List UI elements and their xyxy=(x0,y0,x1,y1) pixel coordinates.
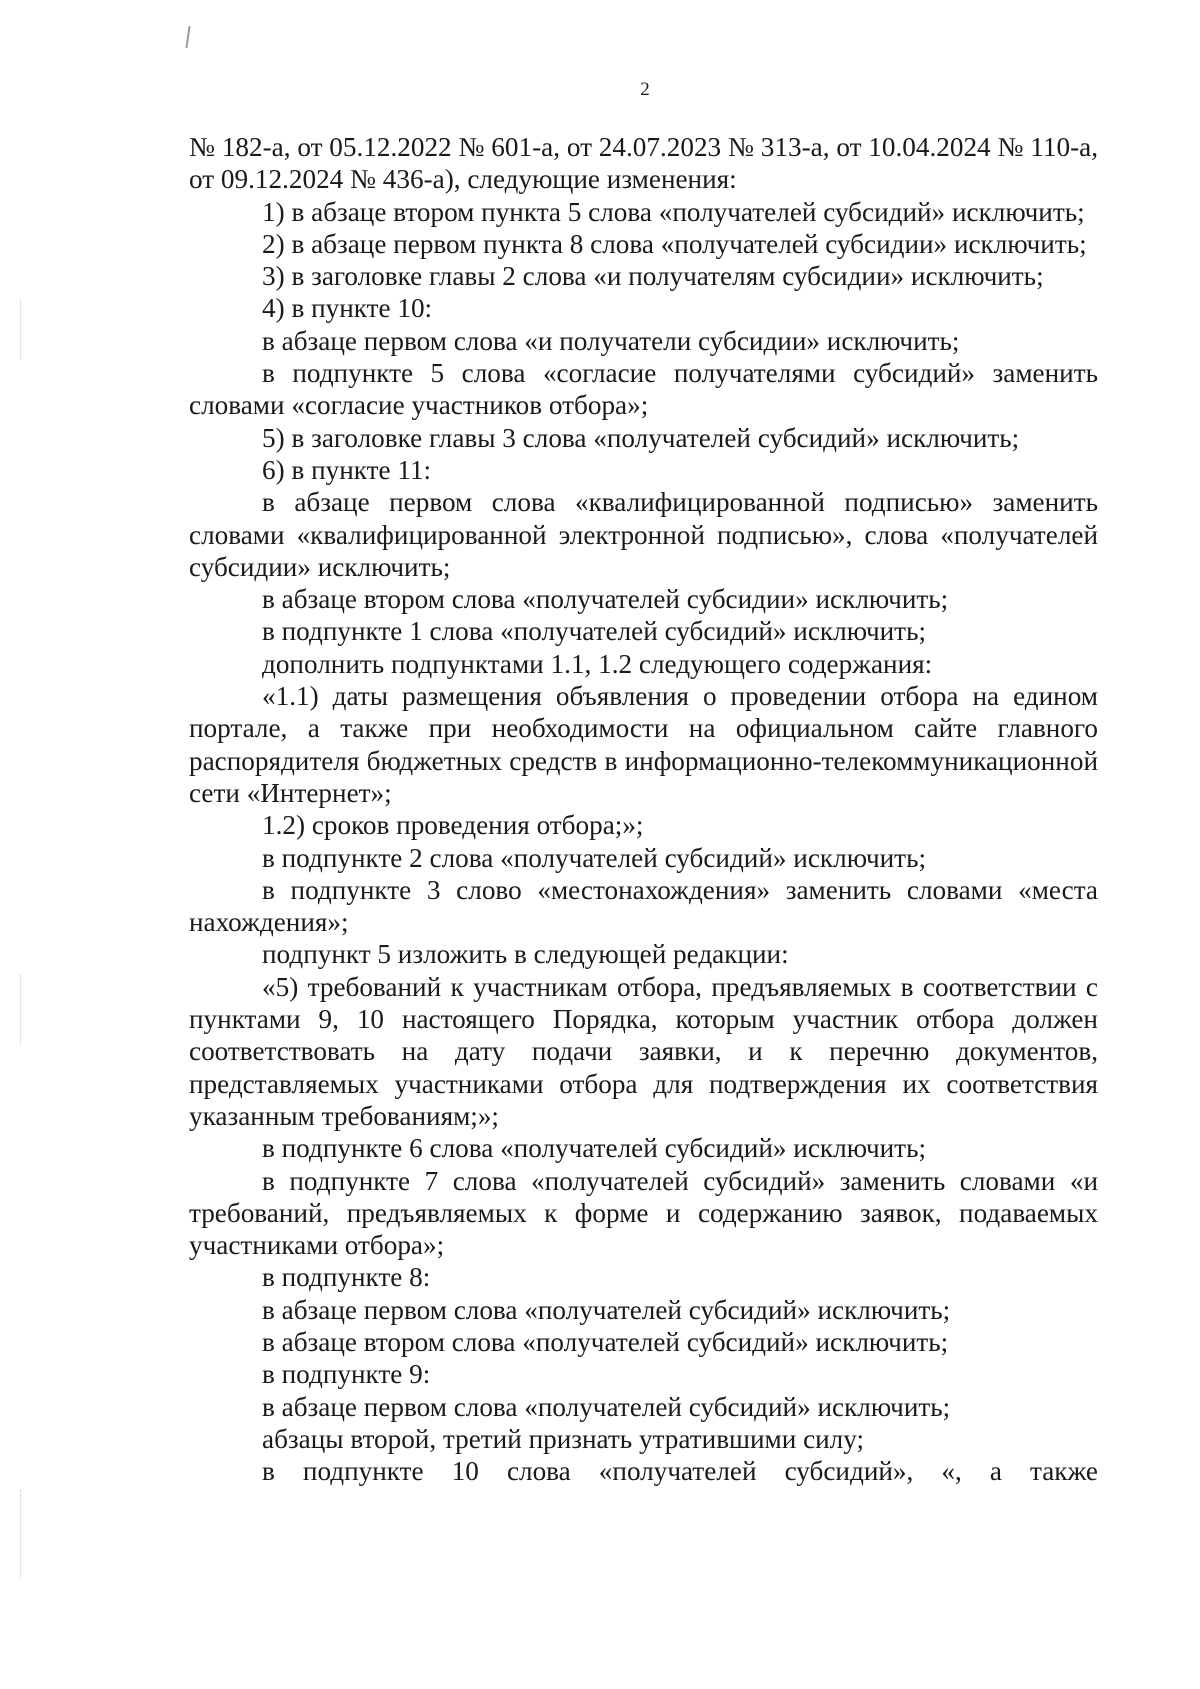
document-body xyxy=(189,131,1098,1487)
paragraph: в подпункте 1 слова «получателей субсидий» исключить; xyxy=(262,616,927,647)
paragraph: в подпункте 3 слово «местонахождения» заменить словами «места нахождения»; xyxy=(189,874,1098,938)
paragraph: в подпункте 8: xyxy=(262,1262,431,1293)
paragraph: № 182-а, от 05.12.2022 № 601-а, от 24.07.2023 № 313-а, от 10.04.2024 № 110-а, от 09.12.2024 № 436-а), следующие изменения: xyxy=(189,132,1098,195)
paragraph: «5) требований к участникам отбора, предъявляемых в соответствии с пунктами 9, 10 настоящего Порядка, которым участник отбора должен соответствовать на дату подачи заявки, и к перечню документов, представляемых участниками отбора для подтверждения их соответствия указанным требованиям;»; xyxy=(189,971,1098,1131)
paragraph: в абзаце первом слова «квалифицированной подписью» заменить словами «квалифицированной электронной подписью», слова «получателей субсидии» исключить; xyxy=(189,487,1098,582)
paragraph: 1.2) сроков проведения отбора;»; xyxy=(262,810,644,841)
paragraph-continued: в подпункте 10 слова «получателей субсидий», «, а также xyxy=(262,1456,1098,1487)
page-number: 2 xyxy=(640,79,650,100)
paragraph: 3) в заголовке главы 2 слова «и получателям субсидии» исключить; xyxy=(262,261,1044,292)
paragraph: 2) в абзаце первом пункта 8 слова «получателей субсидии» исключить; xyxy=(262,228,1087,259)
paragraph: 6) в пункте 11: xyxy=(262,454,432,485)
paragraph: 5) в заголовке главы 3 слова «получателей субсидий» исключить; xyxy=(262,422,1020,453)
paragraph: в подпункте 7 слова «получателей субсидий» заменить словами «и требований, предъявляемых к форме и содержанию заявок, подаваемых участниками отбора»; xyxy=(189,1165,1098,1261)
paragraph: в абзаце втором слова «получателей субсидий» исключить; xyxy=(262,1326,949,1357)
paragraph: в абзаце втором слова «получателей субсидии» исключить; xyxy=(262,584,949,615)
paragraph: в подпункте 6 слова «получателей субсидий» исключить; xyxy=(262,1133,927,1164)
paragraph: дополнить подпунктами 1.1, 1.2 следующего содержания: xyxy=(262,648,933,679)
scan-artifact-dots xyxy=(20,1490,22,1580)
paragraph: 1) в абзаце втором пункта 5 слова «получателей субсидий» исключить; xyxy=(262,196,1085,227)
scan-artifact-mark xyxy=(185,26,190,48)
paragraph: подпункт 5 изложить в следующей редакции: xyxy=(262,939,789,970)
paragraph: в абзаце первом слова «получателей субсидий» исключить; xyxy=(262,1294,951,1325)
scan-artifact-dots xyxy=(20,975,22,1045)
paragraph: абзацы второй, третий признать утратившими силу; xyxy=(262,1423,865,1454)
scan-artifact-dots xyxy=(20,300,22,360)
paragraph: в подпункте 9: xyxy=(262,1359,431,1390)
paragraph: «1.1) даты размещения объявления о проведении отбора на едином портале, а также при необходимости на официальном сайте главного распорядителя бюджетных средств в информационно-телекоммуникационной сети «Интернет»; xyxy=(189,681,1098,808)
paragraph: в подпункте 2 слова «получателей субсидий» исключить; xyxy=(262,842,927,873)
paragraph: в абзаце первом слова «получателей субсидий» исключить; xyxy=(262,1391,951,1422)
paragraph: в подпункте 5 слова «согласие получателями субсидий» заменить словами «согласие участников отбора»; xyxy=(189,358,1098,421)
paragraph: в абзаце первом слова «и получатели субсидии» исключить; xyxy=(262,325,960,356)
paragraph: 4) в пункте 10: xyxy=(262,293,433,324)
